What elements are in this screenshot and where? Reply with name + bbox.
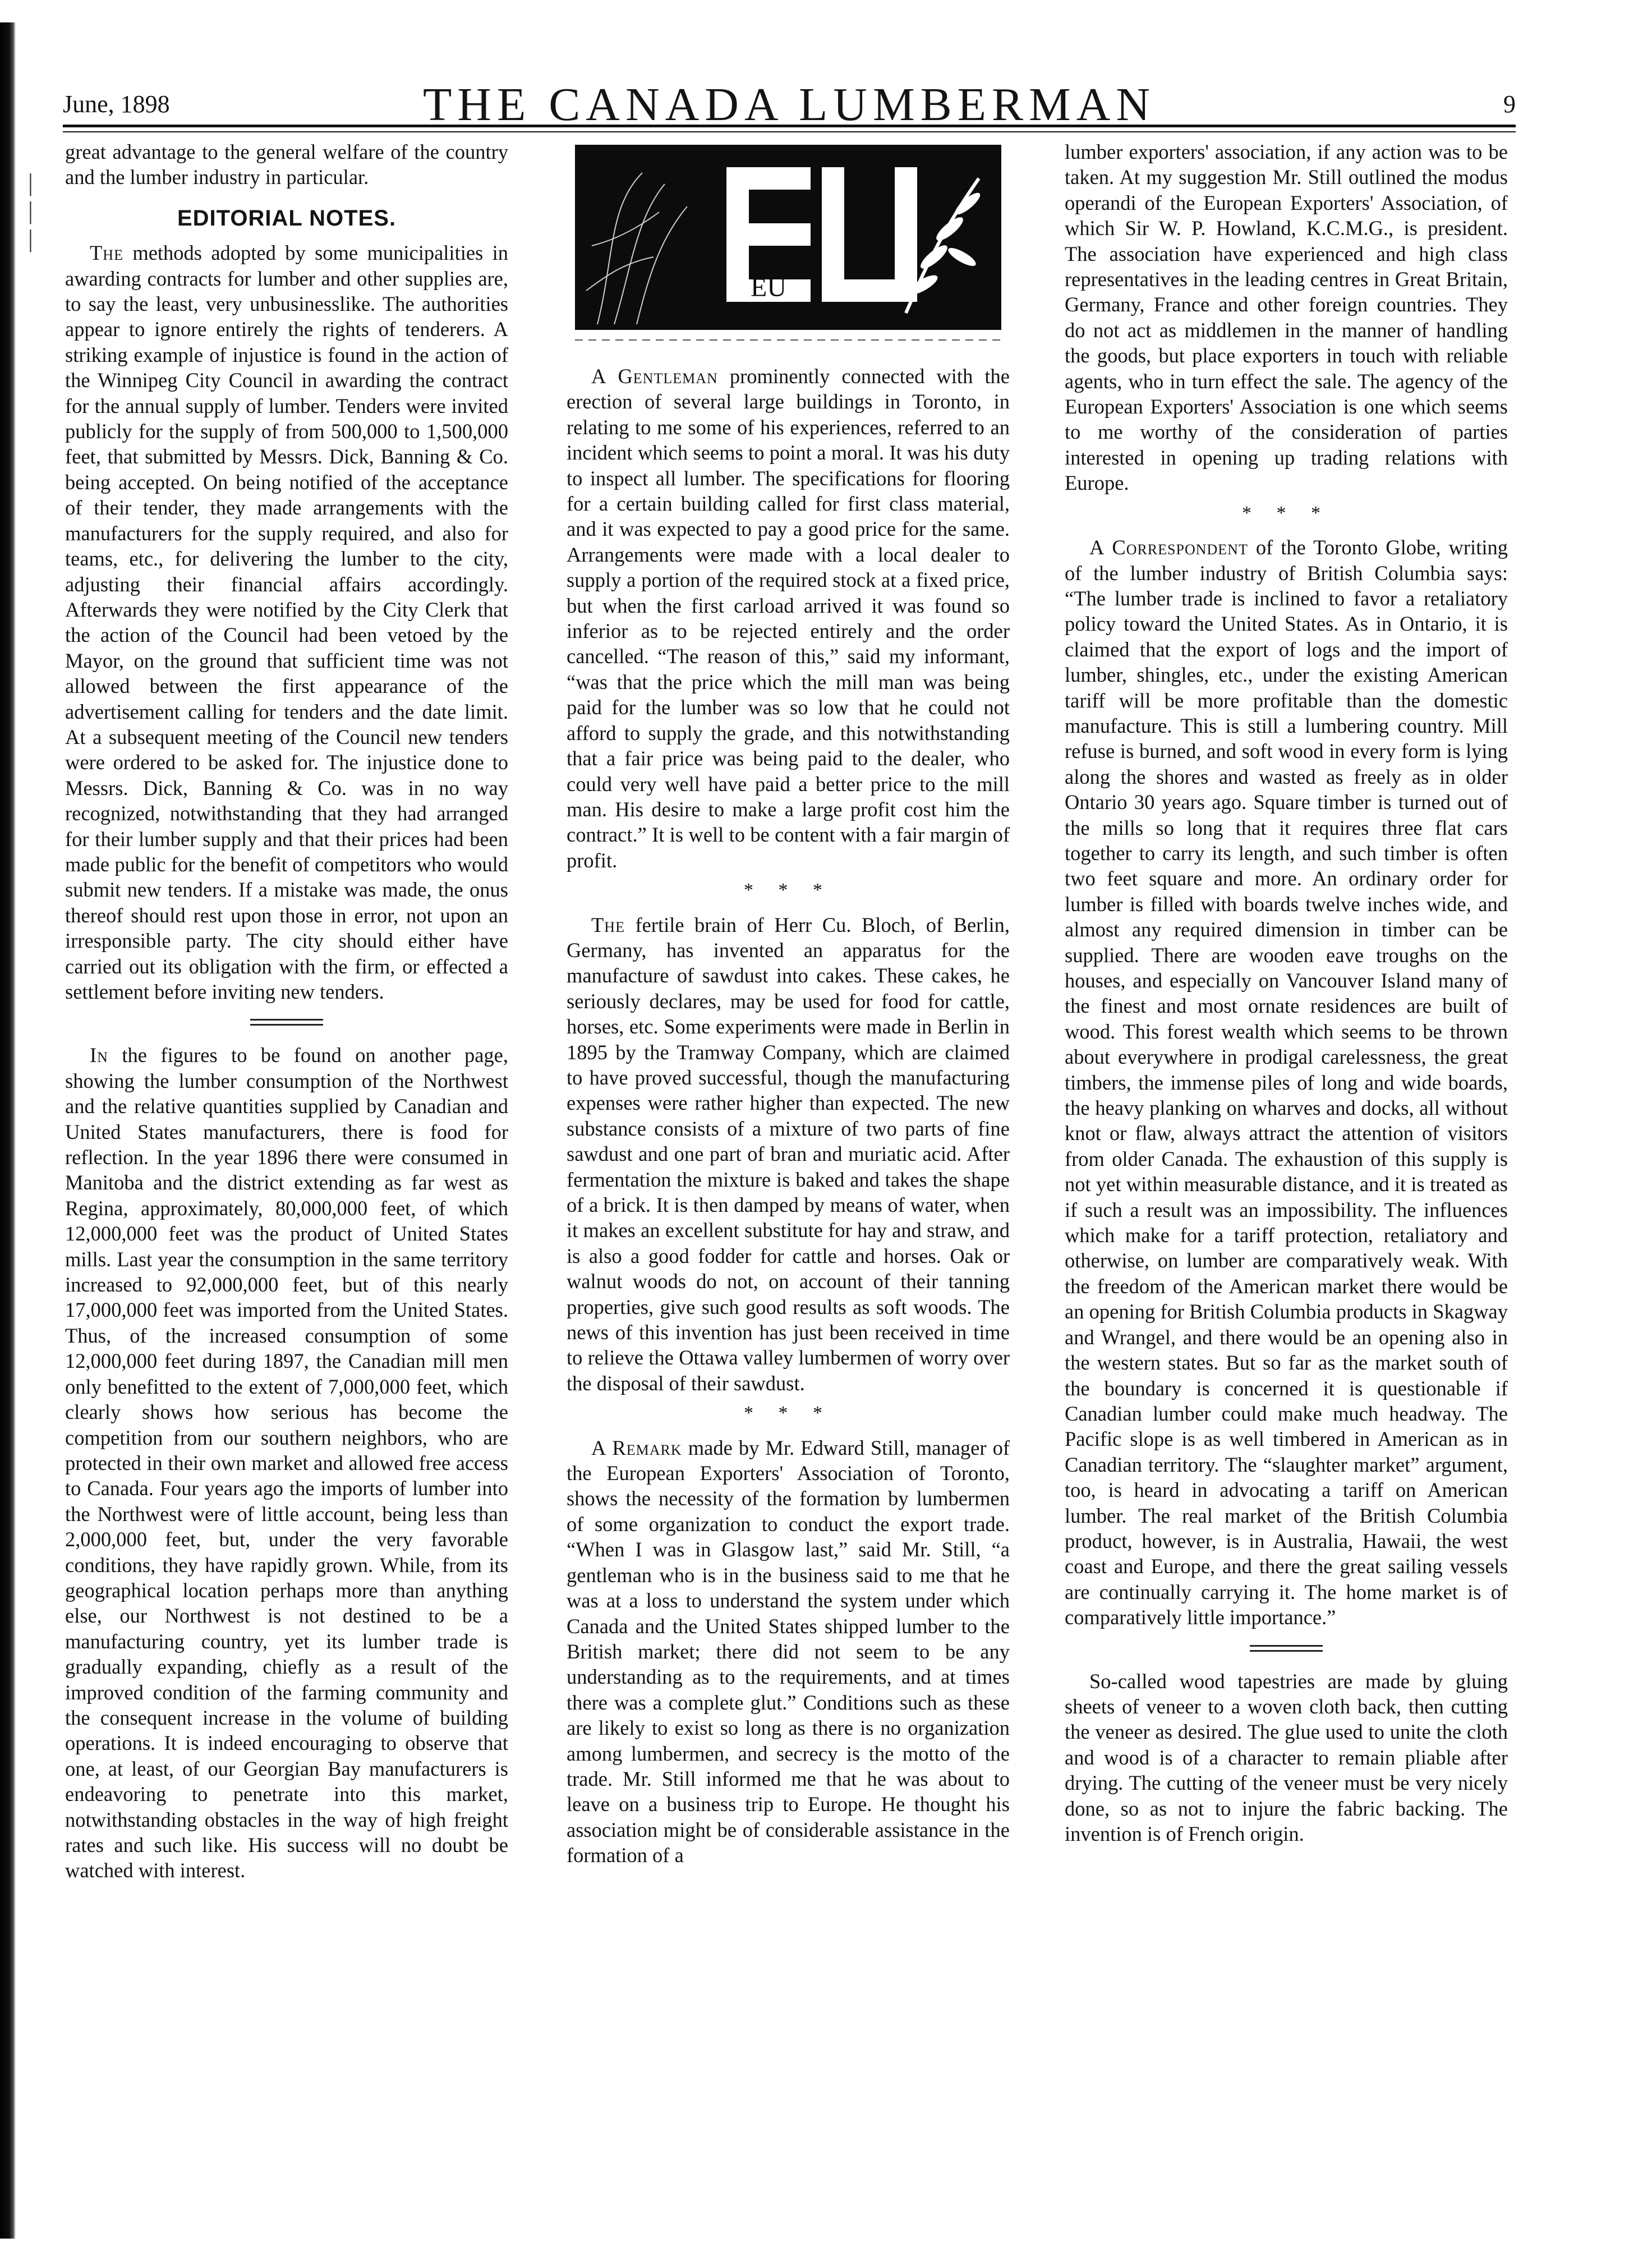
small-caps-lead: A Gentleman: [591, 365, 718, 388]
continued-paragraph: lumber exporters' association, if any action was to be taken. At my suggestion Mr. Still outlined the modus operandi of the European Exporters' Association, of which Sir W. P. Howland, K.C.M.G., is president. The association have experienced and high class representatives in the leading centres in Great Britain, Germany, France and other foreign countries. They do not act as middlemen in the manner of handling the goods, but place exporters in touch with reliable agents, who in turn effect the sale. The agency of the European Exporters' Association is one which seems to me worthy of the consideration of parties interested in opening up trading relations with Europe.: [1065, 140, 1508, 495]
newspaper-title: THE CANADA LUMBERMAN: [422, 79, 1156, 131]
paragraph-text: methods adopted by some municipalities in awarding contracts for lumber and other supplies are, to say the least, very unbusinesslike. The authorities appear to ignore entirely the rights of tenderers. A striking example of injustice is found in the action of the Winnipeg City Council in awarding the contract for the annual supply of lumber. Tenders were invited publicly for the supply of from 500,000 to 1,500,000 feet, that submitted by Messrs. Dick, Banning & Co. being accepted. On being notified of the acceptance of their tender, they made arrangements with the manufacturers for the supply required, and also for teams, etc., for delivering the lumber to the city, adjusting their financial affairs accordingly. Afterwards they were notified by the City Clerk that the action of the Council had been vetoed by the Mayor, on the ground that sufficient time was not allowed between the first appearance of the advertisement calling for tenders and the date limit. At a subsequent meeting of the Council new tenders were ordered to be asked for. The injustice done to Messrs. Dick, Banning & Co. was in no way recognized, notwithstanding that they had arranged for their lumber supply and that their prices had been made public for the benefit of competitors who would submit new tenders. If a mistake was made, the onus thereof should rest upon those in error, not upon an irresponsible party. The city should either have carried out its obligation with the firm, or effected a settlement before inviting new tenders.: [65, 241, 508, 1003]
column-left: [65, 139, 508, 1883]
small-caps-lead: The: [591, 913, 625, 936]
column-right: [1065, 139, 1508, 1846]
section-separator: [1250, 1645, 1323, 1652]
article-paragraph: [567, 1435, 1010, 1868]
binding-edge: [0, 22, 16, 2239]
section-heading: EDITORIAL NOTES.: [177, 205, 397, 231]
article-paragraph: [567, 364, 1010, 873]
paragraph-text: the figures to be found on another page, showing the lumber consumption of the Northwest and the relative quantities supplied by Canadian and United States manufacturers, there is food for reflection. In the year 1896 there were consumed in Manitoba and the district extending as far west as Regina, approximately, 80,000,000 feet, of which 12,000,000 feet was the product of United States mills. Last year the consumption in the same territory increased to 92,000,000 feet, but of this nearly 17,000,000 feet was imported from the United States. Thus, of the increased consumption of some 12,000,000 feet during 1897, the Canadian mill men only benefitted to the extent of 7,000,000 feet, which clearly shows how serious has become the competition from our southern neighbors, who are protected in their own market and allowed free access to Canada. Four years ago the imports of lumber into the Northwest were of little account, being less than 2,000,000 feet, but, under the very favorable conditions, they have rapidly grown. While, from its geographical location perhaps more than anything else, our Northwest is not destined to be a manufacturing country, yet its lumber trade is gradually expanding, chiefly as a result of the improved condition of the farming community and the consequent increase in the volume of building operations. It is indeed encouraging to observe that one, at least, of our Georgian Bay manufacturers is endeavoring to penetrate into this market, notwithstanding obstacles in the way of high freight rates and such like. His success will no doubt be watched with interest.: [65, 1044, 508, 1882]
section-separator: [250, 1019, 323, 1026]
article-paragraph: [65, 1042, 508, 1883]
article-paragraph: So-called wood tapestries are made by gluing sheets of veneer to a woven cloth back, then cutting the veneer as desired. The glue used to unite the cloth and wood is of a character to remain pliable after drying. The cutting of the veneer must be very nicely done, so as not to injure the fabric backing. The invention is of French origin.: [1065, 1669, 1508, 1845]
header-rule-thin: [63, 131, 1516, 132]
small-caps-lead: In: [90, 1044, 108, 1067]
small-caps-lead: The: [90, 241, 123, 265]
article-paragraph: [65, 240, 508, 1004]
page-number: 9: [1503, 90, 1516, 118]
small-caps-lead: A Correspondent: [1089, 536, 1248, 559]
decorative-initial-illustration: [575, 145, 1001, 347]
margin-mark: |: [28, 225, 33, 252]
paragraph-text: fertile brain of Herr Cu. Bloch, of Berlin, Germany, has invented an apparatus for the manufacture of sawdust into cakes. These cakes, he seriously declares, may be used for food for cattle, horses, etc. Some experiments were made in Berlin in 1895 by the Tramway Company, which are claimed to have proved successful, though the manufacturing expenses were rather higher than expected. The new substance consists of a mixture of two parts of fine sawdust and one part of bran and muriatic acid. After fermentation the mixture is baked and takes the shape of a brick. It is then damped by means of water, when it makes an excellent substitute for hay and straw, and is also a good fodder for cattle and horses. Oak or walnut woods do not, on account of their tanning properties, give such good results as soft woods. The news of this invention has just been received in time to relieve the Ottawa valley lumbermen of worry over the disposal of their sawdust.: [567, 913, 1010, 1395]
paragraph-text: prominently connected with the erection of several large buildings in Toronto, in relating to me some of his experiences, referred to an incident which seems to point a moral. It was his duty to inspect all lumber. The specifications for flooring for a certain building called for first class material, and it was expected to pay a good price for the same. Arrangements were made with a local dealer to supply a portion of the required stock at a fixed price, but when the first carload arrived it was found so inferior as to be rejected entirely and the order cancelled. “The reason of this,” said my informant, “was that the price which the mill man was being paid for the lumber was so low that he could not afford to supply the grade, and this notwithstanding that a fair price was being paid to the dealer, who could very well have paid a better price to the mill man. His desire to make a large profit cost him the contract.” It is well to be content with a fair margin of profit.: [567, 365, 1010, 872]
header-rule: [63, 125, 1516, 127]
issue-date: June, 1898: [63, 90, 170, 118]
article-paragraph: [567, 912, 1010, 1396]
paragraph-text: of the Toronto Globe, writing of the lumber industry of British Columbia says: “The lumber trade is inclined to favor a retaliatory policy toward the United States. As in Ontario, it is claimed that the export of logs and the import of lumber, shingles, etc., under the existing American tariff will be more profitable than the domestic manufacture. This is still a lumbering country. Mill refuse is burned, and soft wood in every form is lying along the shores and wasted as freely as in older Ontario 30 years ago. Square timber is turned out of the mills so long that it requires three flat cars together to carry its length, and such timber is often two feet square and more. An ordinary order for lumber is filled with boards twelve inches wide, and almost any required dimension in timber can be supplied. There are wooden eave troughs on the houses, and especially on Vancouver Island many of the finest and most ornate residences are built of wood. This forest wealth which seems to be thrown about everywhere in prodigal carelessness, the great timbers, the immense piles of long and wide boards, the heavy planking on wharves and docks, all without knot or flaw, always attract the attention of visitors from older Canada. The exhaustion of this supply is not yet within measurable distance, and it is treated as if such a result was an impossibility. The influences which make for a tariff protection, retaliatory and otherwise, on lumber are comparatively weak. With the freedom of the American market there would be an opening for British Columbia products in Skagway and Wrangel, and there would be an opening also in the western states. But so far as the market south of the boundary is concerned it is questionable if Canadian lumber could make much headway. The Pacific slope is as well timbered in American as in Canadian territory. The “slaughter market” argument, too, is heard in advocating a tariff on American lumber. The real market of the British Columbia product, however, is in Australia, Hawaii, the west coast and Europe, and there the great sailing vessels are continually carrying it. The home market is of comparatively little importance.”: [1065, 536, 1508, 1629]
small-caps-lead: A Remark: [591, 1436, 682, 1459]
margin-mark: |: [28, 169, 33, 196]
margin-mark: |: [28, 197, 33, 224]
section-stars: * * *: [744, 880, 832, 901]
page-header: [63, 77, 1516, 131]
column-middle: [567, 139, 1010, 1868]
continued-paragraph: great advantage to the general welfare of the country and the lumber industry in particular.: [65, 140, 508, 189]
article-paragraph: [1065, 535, 1508, 1630]
section-stars: * * *: [744, 1403, 832, 1424]
initials-text: EU: [751, 273, 786, 302]
paragraph-text: made by Mr. Edward Still, manager of the European Exporters' Association of Toronto, shows the necessity of the formation by lumbermen of some organization to conduct the export trade. “When I was in Glasgow last,” said Mr. Still, “a gentleman who is in the business said to me that he was at a loss to understand the system under which Canada and the United States shipped lumber to the British market; there did not seem to be any understanding as to the requirements, and at times there was a complete glut.” Conditions such as these are likely to exist so long as there is no organization among lumbermen, and secrecy is the motto of the trade. Mr. Still informed me that he was about to leave on a business trip to Europe. He thought his association might be of considerable assistance in the formation of a: [567, 1436, 1010, 1867]
section-stars: * * *: [1242, 502, 1331, 523]
